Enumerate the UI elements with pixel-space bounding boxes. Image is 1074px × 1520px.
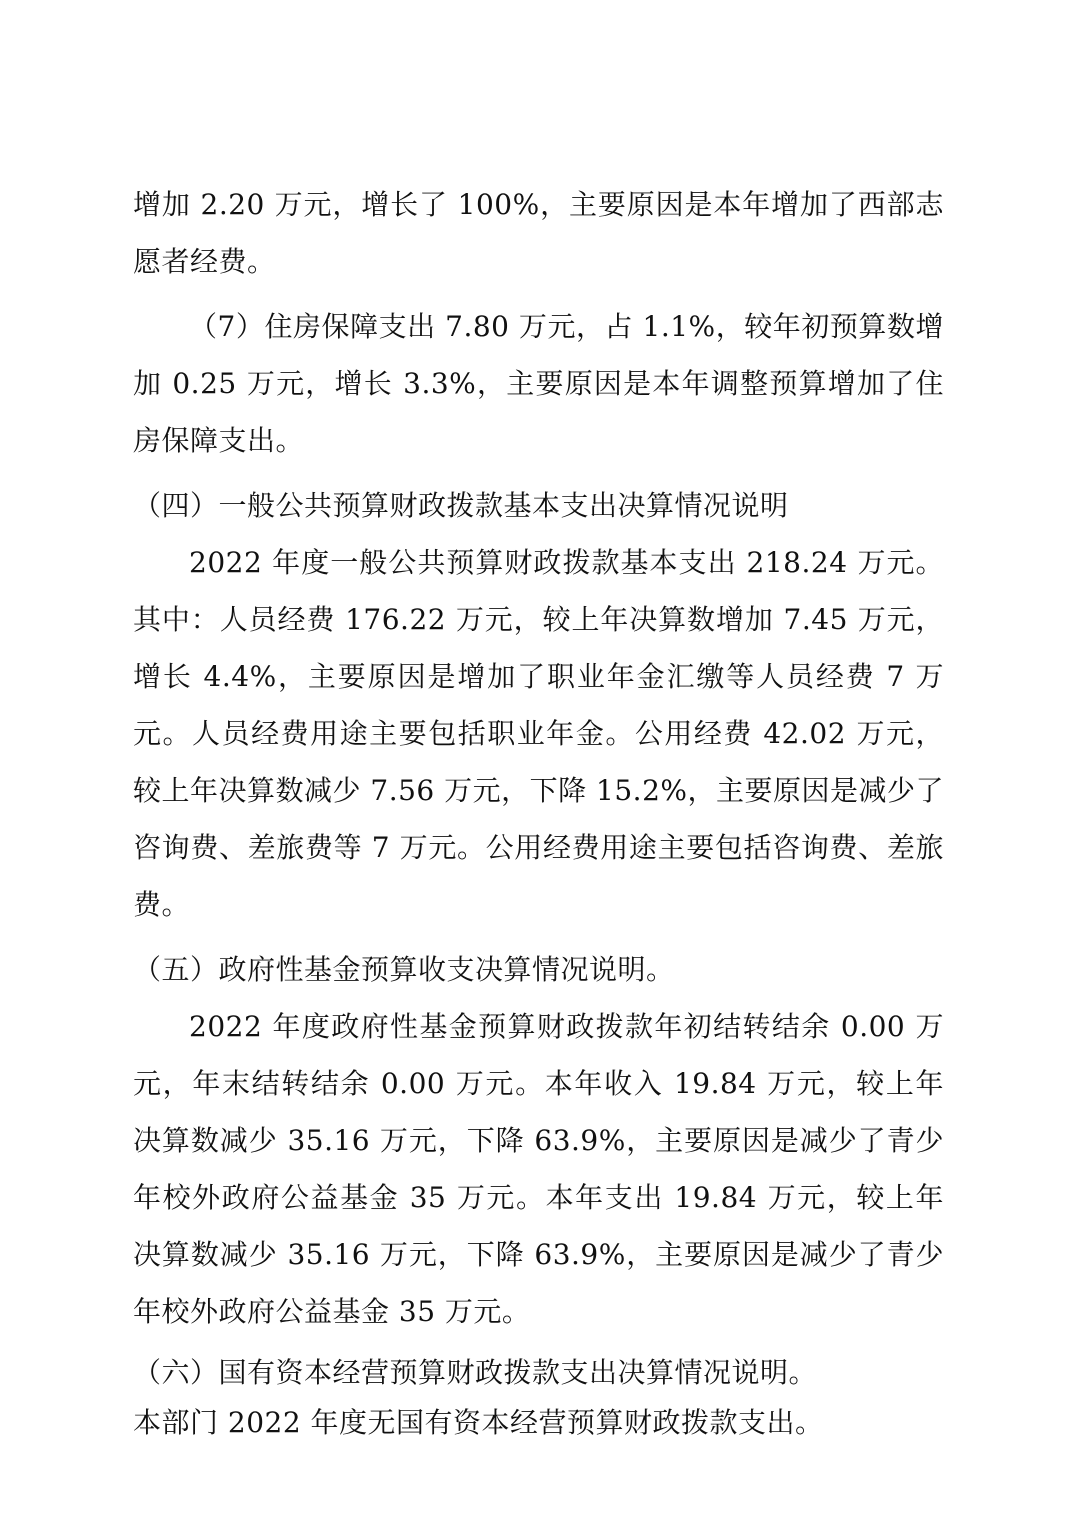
- section-heading-state-capital: （六）国有资本经营预算财政拨款支出决算情况说明。: [133, 1356, 818, 1389]
- section-heading-basic-expenditure: （四）一般公共预算财政拨款基本支出决算情况说明: [133, 489, 789, 522]
- section-heading-government-fund: （五）政府性基金预算收支决算情况说明。: [133, 953, 675, 986]
- paragraph-state-capital: 本部门 2022 年度无国有资本经营预算财政拨款支出。: [133, 1406, 824, 1439]
- paragraph-basic-expenditure: 2022 年度一般公共预算财政拨款基本支出 218.24 万元。其中：人员经费 176.22 万元，较上年决算数增加 7.45 万元，增长 4.4%，主要原因是增加了职业年金汇缴等人员经费 7 万元。人员经费用途主要包括职业年金。公用经费 42.02 万元，较上年决算数减少 7.56 万元，下降 15.2%，主要原因是减少了咨询费、差旅费等 7 万元。公用经费用途主要包括咨询费、差旅费。: [133, 546, 944, 921]
- paragraph-government-fund: 2022 年度政府性基金预算财政拨款年初结转结余 0.00 万元，年末结转结余 0.00 万元。本年收入 19.84 万元，较上年决算数减少 35.16 万元，下降 63.9%，主要原因是减少了青少年校外政府公益基金 35 万元。本年支出 19.84 万元，较上年决算数减少 35.16 万元，下降 63.9%，主要原因是减少了青少年校外政府公益基金 35 万元。: [133, 1010, 944, 1328]
- paragraph-housing-expenditure: （7）住房保障支出 7.80 万元，占 1.1%，较年初预算数增加 0.25 万元，增长 3.3%，主要原因是本年调整预算增加了住房保障支出。: [133, 310, 944, 457]
- document-body: [133, 176, 944, 1448]
- paragraph-volunteer-continuation: 增加 2.20 万元，增长了 100%，主要原因是本年增加了西部志愿者经费。: [133, 188, 944, 278]
